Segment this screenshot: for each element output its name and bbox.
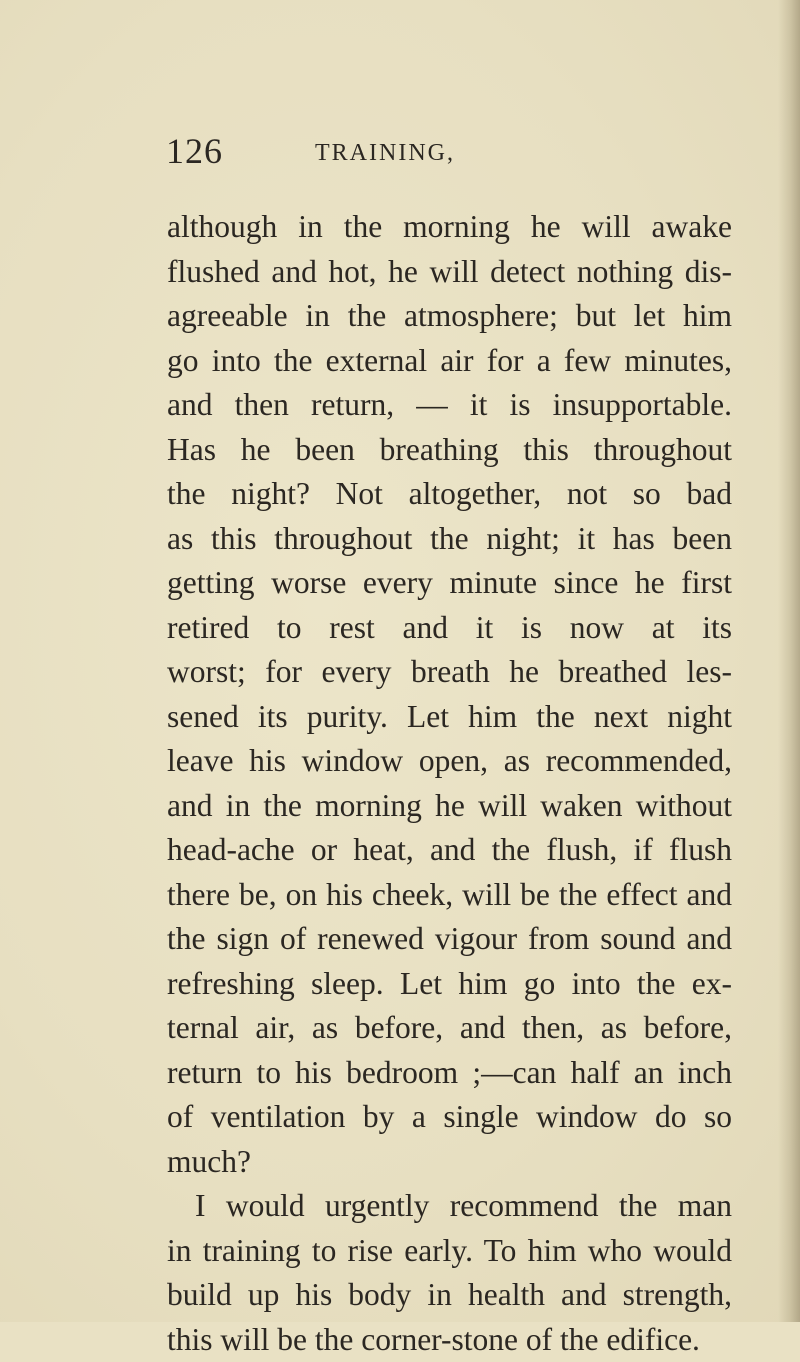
text-line: refreshing sleep. Let him go into the ex-: [167, 962, 732, 1007]
text-line: worst; for every breath he breathed les-: [167, 650, 732, 695]
text-line: in training to rise early. To him who would: [167, 1229, 732, 1274]
page-edge-shadow: [778, 0, 800, 1322]
text-line: of ventilation by a single window do so: [167, 1095, 732, 1140]
text-line: Has he been breathing this throughout: [167, 428, 732, 473]
running-head: TRAINING,: [315, 140, 455, 167]
text-line: head-ache or heat, and the flush, if flush: [167, 828, 732, 873]
body-text: [167, 205, 732, 1362]
text-line: there be, on his cheek, will be the effect and: [167, 873, 732, 918]
text-line: leave his window open, as recommended,: [167, 739, 732, 784]
text-line: flushed and hot, he will detect nothing dis-: [167, 250, 732, 295]
text-line: much?: [167, 1140, 732, 1185]
text-line: getting worse every minute since he first: [167, 561, 732, 606]
text-line: the night? Not altogether, not so bad: [167, 472, 732, 517]
text-line: go into the external air for a few minutes,: [167, 339, 732, 384]
text-line: as this throughout the night; it has been: [167, 517, 732, 562]
text-line: I would urgently recommend the man: [167, 1184, 732, 1229]
text-line: agreeable in the atmosphere; but let him: [167, 294, 732, 339]
text-line: although in the morning he will awake: [167, 205, 732, 250]
text-line: ternal air, as before, and then, as before,: [167, 1006, 732, 1051]
text-line: sened its purity. Let him the next night: [167, 695, 732, 740]
text-line: build up his body in health and strength,: [167, 1273, 732, 1318]
text-line: return to his bedroom ;—can half an inch: [167, 1051, 732, 1096]
text-line: and then return, — it is insupportable.: [167, 383, 732, 428]
text-line: the sign of renewed vigour from sound and: [167, 917, 732, 962]
text-line: retired to rest and it is now at its: [167, 606, 732, 651]
text-line: and in the morning he will waken without: [167, 784, 732, 829]
page-number: 126: [166, 130, 223, 172]
text-line: this will be the corner-stone of the edifice.: [167, 1318, 732, 1362]
page-header: [0, 130, 800, 190]
